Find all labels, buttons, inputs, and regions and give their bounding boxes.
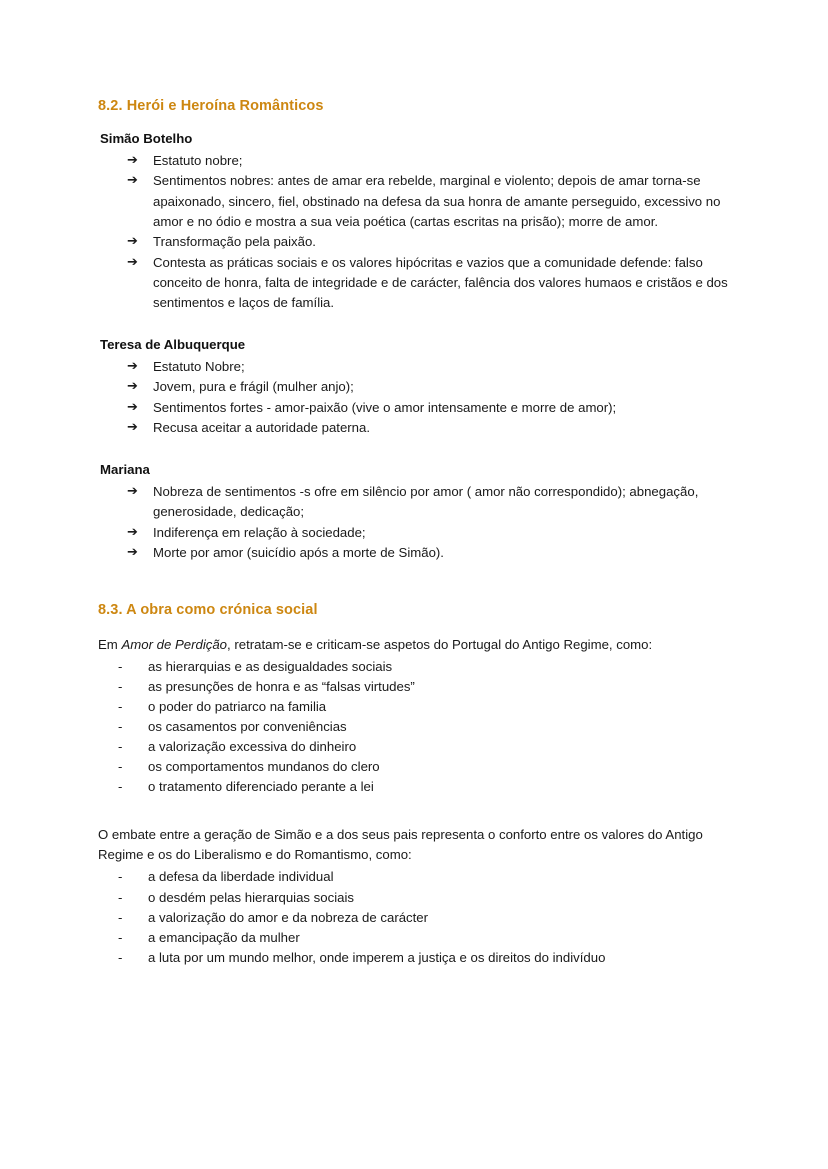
list-item-text: Nobreza de sentimentos -s ofre em silêncio por amor ( amor não correspondido); abnegação, generosidade, dedicação; <box>153 484 699 520</box>
list-item-text: Sentimentos nobres: antes de amar era rebelde, marginal e violento; depois de amar torna-se apaixonado, sincero, fiel, obstinado na defesa da sua honra de amante perseguido, excessivo no amor e no ódio e mostra a sua veia poética (cartas escritas na prisão); morre de amor. <box>153 173 721 229</box>
arrow-bullet-icon: ➔ <box>127 173 138 189</box>
list-item <box>118 948 733 968</box>
list-item-text: Morte por amor (suicídio após a morte de Simão). <box>153 545 444 561</box>
section-heading-8-3: 8.3. A obra como crónica social <box>98 601 318 618</box>
section-8-3 <box>98 601 733 968</box>
dash-bullet-icon: - <box>118 739 123 755</box>
dash-bullet-icon: - <box>118 719 123 735</box>
arrow-bullet-icon: ➔ <box>127 399 138 415</box>
arrow-bullet-icon: ➔ <box>127 484 138 500</box>
list-item-text: o tratamento diferenciado perante a lei <box>148 779 374 795</box>
list-item-text: Jovem, pura e frágil (mulher anjo); <box>153 379 354 395</box>
list-simao-botelho <box>98 151 733 313</box>
list-item-text: a valorização excessiva do dinheiro <box>148 739 357 755</box>
arrow-bullet-icon: ➔ <box>127 524 138 540</box>
dash-bullet-icon: - <box>118 659 123 675</box>
list-mariana <box>98 482 733 563</box>
list-item <box>127 357 733 377</box>
list-item <box>118 867 733 887</box>
list-item-text: o desdém pelas hierarquias sociais <box>148 889 354 905</box>
list-item <box>127 171 733 231</box>
intro-text-before-title: Em <box>98 636 122 652</box>
dash-bullet-icon: - <box>118 889 123 905</box>
character-block-teresa-de-albuquerque <box>98 335 733 439</box>
intro-paragraph-8-3 <box>98 635 708 655</box>
list-item <box>118 777 733 797</box>
list-item-text: as presunções de honra e as “falsas virtudes” <box>148 679 415 695</box>
list-item-text: as hierarquias e as desigualdades sociais <box>148 659 393 675</box>
list-item-text: Recusa aceitar a autoridade paterna. <box>153 420 371 436</box>
list-item-text: Contesta as práticas sociais e os valores hipócritas e vazios que a comunidade defende: falso conceito de honra, falta de integridade e de carácter, falência dos valores humaos e cristãos e dos sentimentos e laços de família. <box>153 254 728 310</box>
list-item <box>127 253 733 313</box>
section-heading-8-2: 8.2. Herói e Heroína Românticos <box>98 98 324 114</box>
list-item-text: Indiferença em relação à sociedade; <box>153 524 366 540</box>
arrow-bullet-icon: ➔ <box>127 420 138 436</box>
list-aspetos-criticados <box>98 657 733 797</box>
dash-bullet-icon: - <box>118 779 123 795</box>
list-item <box>127 482 733 522</box>
list-item-text: Estatuto nobre; <box>153 152 243 168</box>
character-name-teresa-de-albuquerque: Teresa de Albuquerque <box>100 336 246 352</box>
arrow-bullet-icon: ➔ <box>127 358 138 374</box>
list-valores-liberalismo <box>98 867 733 967</box>
list-item-text: a defesa da liberdade individual <box>148 869 334 885</box>
paragraph-embate-geracoes: O embate entre a geração de Simão e a dos seus pais representa o conforto entre os valores do Antigo Regime e os do Liberalismo e do Romantismo, como: <box>98 826 703 862</box>
list-item-text: a valorização do amor e da nobreza de carácter <box>148 909 429 925</box>
list-item-text: Sentimentos fortes - amor-paixão (vive o amor intensamente e morre de amor); <box>153 399 617 415</box>
list-item-text: os comportamentos mundanos do clero <box>148 759 380 775</box>
list-item <box>118 717 733 737</box>
character-name-simao-botelho: Simão Botelho <box>100 131 193 147</box>
list-item <box>127 232 733 252</box>
list-item <box>118 888 733 908</box>
arrow-bullet-icon: ➔ <box>127 254 138 270</box>
dash-bullet-icon: - <box>118 679 123 695</box>
list-item-text: o poder do patriarco na familia <box>148 699 327 715</box>
list-item <box>118 908 733 928</box>
list-item <box>118 657 733 677</box>
list-item <box>127 377 733 397</box>
arrow-bullet-icon: ➔ <box>127 152 138 168</box>
dash-bullet-icon: - <box>118 869 123 885</box>
list-item <box>127 543 733 563</box>
character-block-simao-botelho <box>98 129 733 313</box>
list-item <box>127 398 733 418</box>
list-item <box>118 737 733 757</box>
list-item <box>118 757 733 777</box>
list-item-text: a luta por um mundo melhor, onde imperem a justiça e os direitos do indivíduo <box>148 949 606 965</box>
character-name-mariana: Mariana <box>100 462 150 478</box>
list-teresa-de-albuquerque <box>98 357 733 439</box>
dash-bullet-icon: - <box>118 759 123 775</box>
list-item <box>118 697 733 717</box>
dash-bullet-icon: - <box>118 949 123 965</box>
list-item <box>118 928 733 948</box>
intro-text-after-title: , retratam-se e criticam-se aspetos do Portugal do Antigo Regime, como: <box>227 636 653 652</box>
dash-bullet-icon: - <box>118 909 123 925</box>
list-item-text: Estatuto Nobre; <box>153 358 245 374</box>
book-title: Amor de Perdição <box>121 636 228 652</box>
list-item-text: a emancipação da mulher <box>148 929 300 945</box>
list-item <box>118 677 733 697</box>
list-item-text: Transformação pela paixão. <box>153 234 316 250</box>
dash-bullet-icon: - <box>118 929 123 945</box>
dash-bullet-icon: - <box>118 699 123 715</box>
list-item-text: os casamentos por conveniências <box>148 719 347 735</box>
list-item <box>127 151 733 171</box>
list-item <box>127 523 733 543</box>
list-item <box>127 418 733 438</box>
character-block-mariana <box>98 460 733 563</box>
arrow-bullet-icon: ➔ <box>127 234 138 250</box>
arrow-bullet-icon: ➔ <box>127 379 138 395</box>
arrow-bullet-icon: ➔ <box>127 545 138 561</box>
